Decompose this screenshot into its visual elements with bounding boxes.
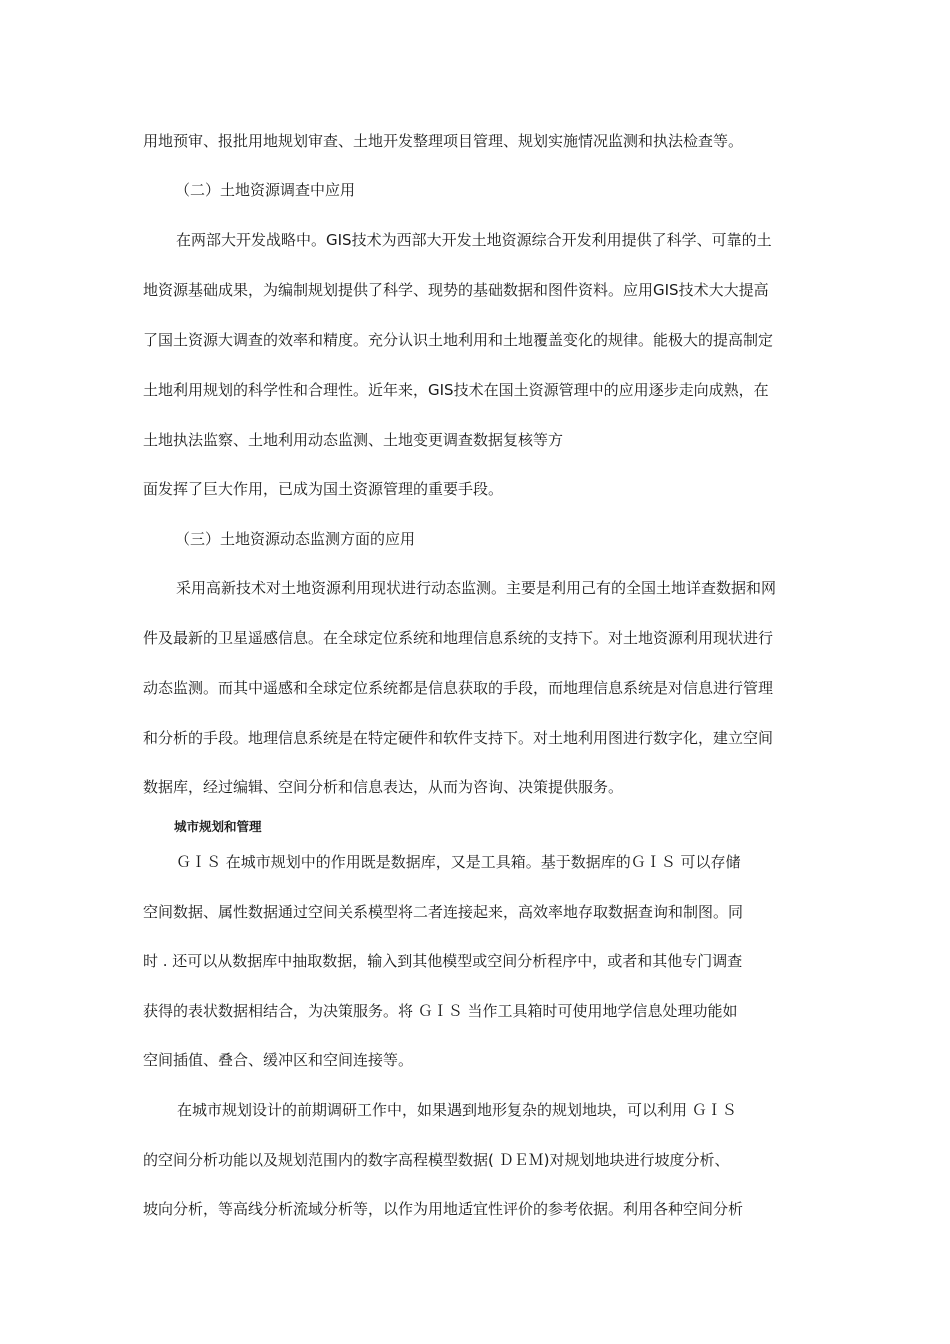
paragraph-line: 获得的表状数据相结合，为决策服务。将 ＧＩＳ 当作工具箱时可使用地学信息处理功能如 [143,1002,738,1020]
paragraph-line: 土地利用规划的科学性和合理性。近年来，GIS技术在国土资源管理中的应用逐步走向成熟，在 [143,381,769,399]
paragraph-line: 数据库，经过编辑、空间分析和信息表达，从而为咨询、决策提供服务。 [143,778,624,796]
paragraph-line: 土地执法监察、土地利用动态监测、土地变更调查数据复核等方 [143,431,564,449]
paragraph-line: 采用高新技术对土地资源利用现状进行动态监测。主要是利用己有的全国土地详查数据和网 [176,579,777,597]
subsection-heading: 城市规划和管理 [174,819,262,834]
paragraph-line: ＧＩＳ 在城市规划中的作用既是数据库，又是工具箱。基于数据库的ＧＩＳ 可以存储 [176,853,741,871]
paragraph-line: 用地预审、报批用地规划审查、土地开发整理项目管理、规划实施情况监测和执法检查等。 [143,132,744,150]
paragraph-line: 和分析的手段。地理信息系统是在特定硬件和软件支持下。对土地利用图进行数字化，建立空间 [143,729,774,747]
paragraph-line: 时 . 还可以从数据库中抽取数据，输入到其他模型或空间分析程序中，或者和其他专门调查 [143,952,743,970]
section-heading: （三）土地资源动态监测方面的应用 [175,530,416,548]
paragraph-line: 面发挥了巨大作用，已成为国土资源管理的重要手段。 [143,480,504,498]
paragraph-line: 空间数据、属性数据通过空间关系模型将二者连接起来，高效率地存取数据查询和制图。同 [143,903,744,921]
paragraph-line: 动态监测。而其中遥感和全球定位系统都是信息获取的手段，而地理信息系统是对信息进行管理 [143,679,774,697]
paragraph-line: 坡向分析，等高线分析流域分析等，以作为用地适宜性评价的参考依据。利用各种空间分析 [143,1200,744,1218]
paragraph-line: 在城市规划设计的前期调研工作中，如果遇到地形复杂的规划地块，可以利用 ＧＩＳ [177,1101,737,1119]
paragraph-line: 在两部大开发战略中。GIS技术为西部大开发土地资源综合开发利用提供了科学、可靠的土 [176,231,772,249]
paragraph-line: 地资源基础成果，为编制规划提供了科学、现势的基础数据和图件资料。应用GIS技术大大提高 [143,281,769,299]
paragraph-line: 了国土资源大调查的效率和精度。充分认识土地利用和土地覆盖变化的规律。能极大的提高制定 [143,331,774,349]
paragraph-line: 空间插值、叠合、缓冲区和空间连接等。 [143,1051,414,1069]
paragraph-line: 件及最新的卫星遥感信息。在全球定位系统和地理信息系统的支持下。对土地资源利用现状进行 [143,629,774,647]
paragraph-line: 的空间分析功能以及规划范围内的数字高程模型数据( ＤＥＭ)对规划地块进行坡度分析、 [143,1151,730,1169]
section-heading: （二）土地资源调查中应用 [175,181,356,199]
